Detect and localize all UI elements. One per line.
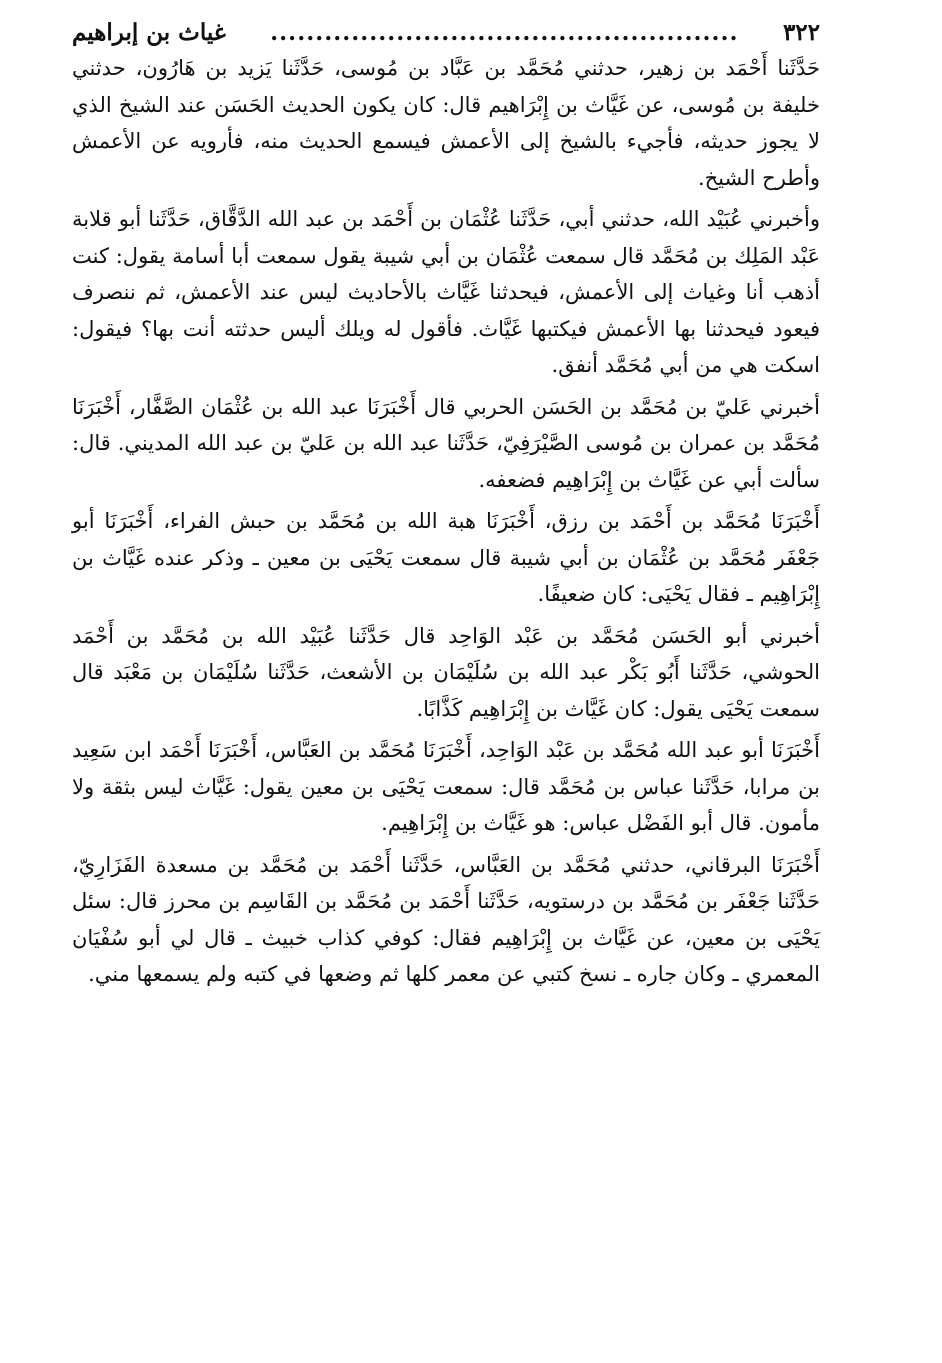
running-title: غياث بن إبراهيم	[72, 19, 226, 46]
book-page	[72, 18, 820, 998]
paragraph-1: حَدَّثَنا أَحْمَد بن زهير، حدثني مُحَمَّد بن عَبَّاد بن مُوسى، حَدَّثَنا يَزيد بن هَارُون، حدثني خليفة بن مُوسى، عن غَيَّاث بن إِبْرَاهيم قال: كان يكون الحديث الحَسَن عند الشيخ الذي لا يجوز حديثه، فأجيء بالشيخ إلى الأعمش فيسمع الحديث منه، فأرويه عن الأعمش وأطرح الشيخ.	[72, 56, 820, 190]
running-header	[72, 18, 820, 48]
body-text	[72, 50, 820, 993]
paragraph-6: أَخْبَرَنَا أبو عبد الله مُحَمَّد بن عَبْد الوَاحِد، أَخْبَرَنَا مُحَمَّد بن العَبَّاس، أَخْبَرَنَا أَحْمَد ابن سَعِيد بن مرابا، حَدَّثَنا عباس بن مُحَمَّد قال: سمعت يَحْيَى بن معين يقول: غَيَّاث ليس بثقة ولا مأمون. قال أبو الفَضْل عباس: هو غَيَّاث بن إِبْرَاهِيم.	[72, 738, 820, 835]
paragraph-7: أَخْبَرَنَا البرقاني، حدثني مُحَمَّد بن العَبَّاس، حَدَّثَنا أَحْمَد بن مُحَمَّد بن مسعدة الفَزَارِيّ، حَدَّثَنا جَعْفَر بن مُحَمَّد بن درستويه، حَدَّثَنا أَحْمَد بن مُحَمَّد بن القَاسِم بن محرز قال: سئل يَحْيَى بن معين، عن غَيَّاث بن إِبْرَاهِيم فقال: كوفي كذاب خبيث ـ قال لي أبو سُفْيَان المعمري ـ وكان جاره ـ نسخ كتبي عن معمر كلها ثم وضعها في كتبه ولم يسمعها مني.	[72, 852, 820, 986]
paragraph-3: أخبرني عَليّ بن مُحَمَّد بن الحَسَن الحربي قال أَخْبَرَنَا عبد الله بن عُثْمَان الصَّفَّار، أَخْبَرَنَا مُحَمَّد بن عمران بن مُوسى الصَّيْرَفِيّ، حَدَّثَنا عبد الله بن عَليّ بن عبد الله المديني. قال: سألت أبي عن غَيَّاث بن إِبْرَاهِيم فضعفه.	[72, 394, 820, 492]
leader-dots: ....................................................	[270, 19, 739, 46]
paragraph-2: وأخبرني عُبَيْد الله، حدثني أبي، حَدَّثَنا عُثْمَان بن أَحْمَد بن عبد الله الدَّقَّاق، حَدَّثَنا أبو قلابة عَبْد المَلِك بن مُحَمَّد قال سمعت عُثْمَان بن أبي شيبة يقول سمعت أبا أسامة يقول: كنت أذهب أنا وغياث إلى الأعمش، فيحدثنا غَيَّاث بالأحاديث ليس عند الأعمش، ثم ننصرف فيعود فيحدثنا بها الأعمش فيكتبها غَيَّاث. فأقول له ويلك أليس حدثته أنت بها؟ فيقول: اسكت هي من أبي مُحَمَّد أنفق.	[72, 207, 820, 377]
paragraph-4: أَخْبَرَنَا مُحَمَّد بن أَحْمَد بن رزق، أَخْبَرَنَا هبة الله بن مُحَمَّد بن حبش الفراء، أَخْبَرَنَا أبو جَعْفَر مُحَمَّد بن عُثْمَان بن أبي شيبة قال سمعت يَحْيَى بن معين ـ وذكر عنده غَيَّاث بن إِبْرَاهِيم ـ فقال يَحْيَى: كان ضعيفًا.	[72, 509, 820, 606]
page-number: ٣٢٢	[782, 19, 820, 46]
paragraph-5: أخبرني أبو الحَسَن مُحَمَّد بن عَبْد الوَاحِد قال حَدَّثَنا عُبَيْد الله بن مُحَمَّد بن أَحْمَد الحوشي، حَدَّثَنا أَبُو بَكْر عبد الله بن سُلَيْمَان بن الأشعث، حَدَّثَنا سُلَيْمَان بن مَعْبَد قال سمعت يَحْيَى يقول: كان غَيَّاث بن إِبْرَاهِيم كَذَّابًا.	[72, 623, 820, 721]
